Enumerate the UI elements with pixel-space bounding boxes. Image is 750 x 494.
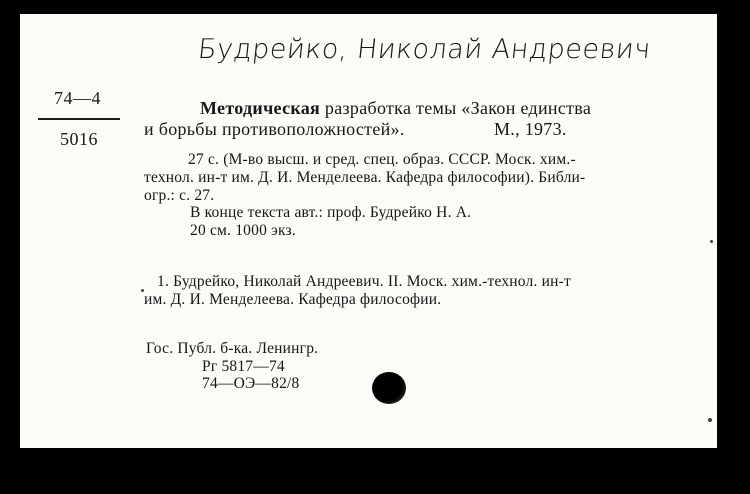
series-line-3: огр.: с. 27.: [144, 187, 215, 204]
imprint: М., 1973.: [494, 119, 567, 139]
note-line: В конце текста авт.: проф. Будрейко Н. А.: [190, 204, 472, 221]
catalog-card: [20, 14, 717, 448]
call-number-divider: [38, 118, 120, 120]
title-line-2: и борьбы противоположностей».: [144, 119, 405, 139]
code-line-1: Рг 5817—74: [202, 358, 285, 375]
call-number-top: 74—4: [54, 88, 101, 108]
handwritten-author-heading: Будрейко, Николай Андреевич: [196, 34, 653, 65]
library-line: Гос. Публ. б-ка. Ленингр.: [146, 340, 319, 357]
code-line-2: 74—ОЭ—82/8: [202, 375, 300, 392]
title-line-1: [200, 98, 591, 119]
title-rest: разработка темы «Закон единства: [320, 98, 592, 118]
series-line-2: технол. ин-т им. Д. И. Менделеева. Кафедра философии). Библи-: [144, 169, 586, 186]
speck-mark: [708, 418, 712, 422]
call-number-bottom: 5016: [60, 129, 98, 149]
ink-blot: [372, 372, 406, 404]
tracing-line-2: им. Д. И. Менделеева. Кафедра философии.: [144, 291, 442, 308]
speck-mark: [141, 289, 144, 292]
size-line: 20 см. 1000 экз.: [190, 222, 296, 239]
title-lead: Методическая: [200, 98, 321, 118]
pages-series-line: 27 с. (М-во высш. и сред. спец. образ. СССР. Моск. хим.-: [188, 151, 576, 168]
tracing-line-1: 1. Будрейко, Николай Андреевич. II. Моск. хим.-технол. ин-т: [157, 273, 571, 290]
speck-mark: [710, 240, 713, 243]
